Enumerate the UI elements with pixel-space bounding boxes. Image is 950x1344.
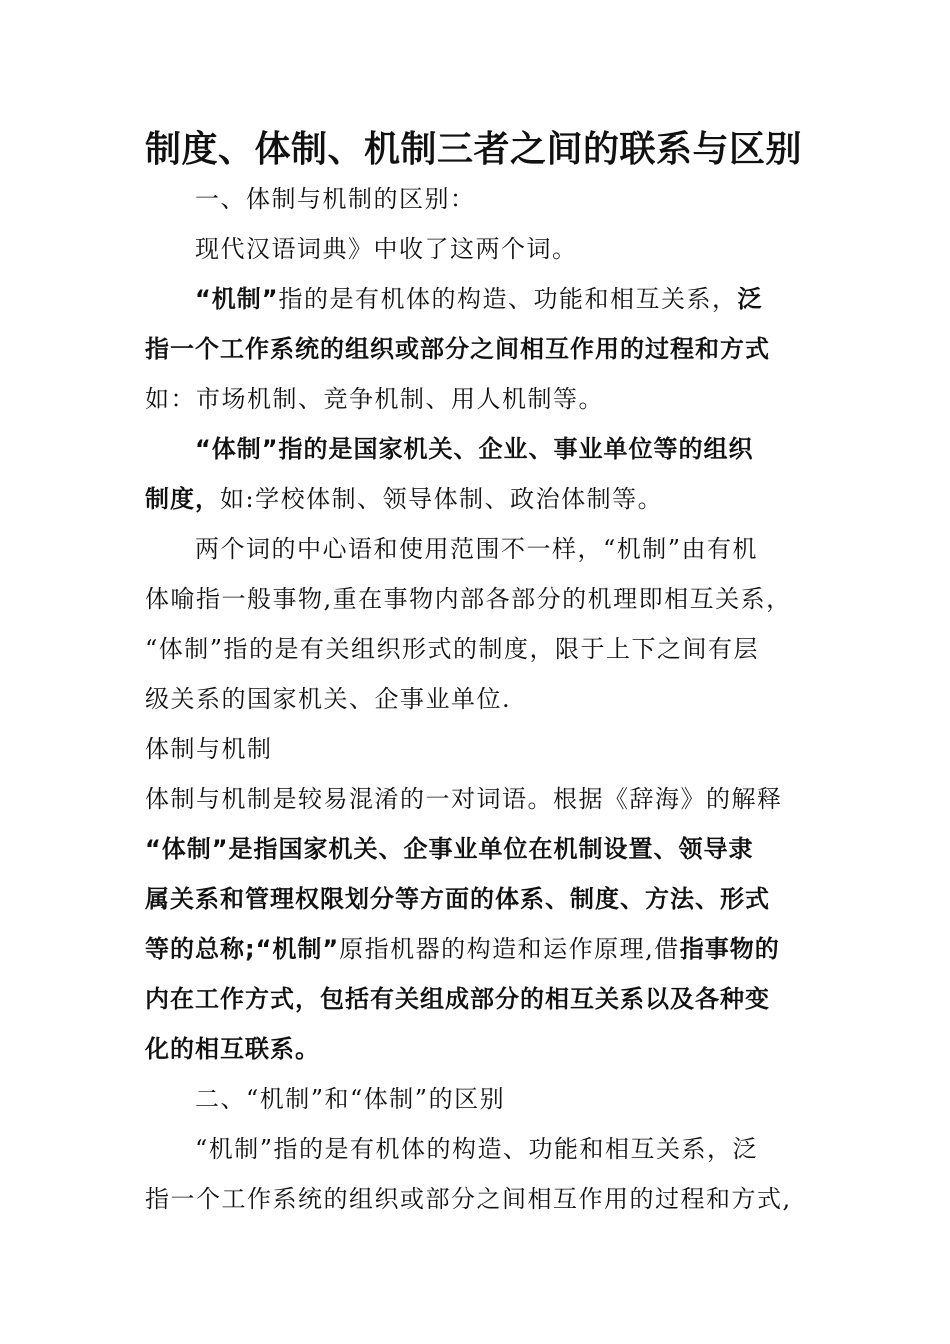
paragraph-line: [145, 932, 825, 966]
paragraph-line-bold: 内在工作方式，包括有关组成部分的相互关系以及各种变: [145, 985, 770, 1013]
text-run: 指的是有机体的构造、功能和相互关系，: [278, 285, 738, 313]
paragraph-line-bold: 指一个工作系统的组织或部分之间相互作用的过程和方式: [145, 335, 770, 363]
bold-term: “机制”: [195, 285, 279, 313]
paragraph-line: 指一个工作系统的组织或部分之间相互作用的过程和方式,: [145, 1185, 792, 1213]
paragraph-line: [145, 482, 825, 516]
bold-text: 泛: [737, 285, 763, 313]
subheading: 体制与机制: [145, 735, 273, 763]
paragraph-line: 级关系的国家机关、企事业单位.: [145, 685, 512, 713]
document-title: 制度、体制、机制三者之间的联系与区别: [145, 129, 803, 170]
paragraph-line: [195, 282, 825, 316]
heading-section-1: 一、体制与机制的区别：: [195, 185, 476, 213]
heading-section-2: 二、“机制”和“体制”的区别: [195, 1085, 506, 1113]
paragraph-line: 体喻指一般事物,重在事物内部各部分的机理即相互关系，: [145, 585, 792, 613]
paragraph-line: 体制与机制是较易混淆的一对词语。根据《辞海》的解释: [145, 785, 783, 813]
paragraph-line: “机制”指的是有机体的构造、功能和相互关系，泛: [195, 1135, 759, 1163]
paragraph-line: “体制”指的是有关组织形式的制度，限于上下之间有层: [145, 635, 760, 663]
paragraph-line: 两个词的中心语和使用范围不一样，“机制”由有机: [195, 535, 759, 563]
paragraph-line-bold: “体制”指的是国家机关、企业、事业单位等的组织: [195, 435, 754, 463]
paragraph-line-bold: “体制”是指国家机关、企事业单位在机制设置、领导隶: [145, 835, 754, 863]
bold-text: 指事物的: [679, 935, 780, 963]
paragraph-line-bold: 化的相互联系。: [145, 1035, 320, 1063]
bold-term: 制度，: [145, 485, 220, 513]
paragraph-line: 现代汉语词典》中收了这两个词。: [195, 235, 578, 263]
text-run: 原指机器的构造和运作原理,借: [339, 935, 680, 963]
bold-text: 等的总称;“机制”: [145, 935, 340, 963]
text-run: 如:学校体制、领导体制、政治体制等。: [220, 485, 664, 513]
paragraph-line-bold: 属关系和管理权限划分等方面的体系、制度、方法、形式: [145, 885, 770, 913]
paragraph-line: 如：市场机制、竞争机制、用人机制等。: [145, 385, 604, 413]
